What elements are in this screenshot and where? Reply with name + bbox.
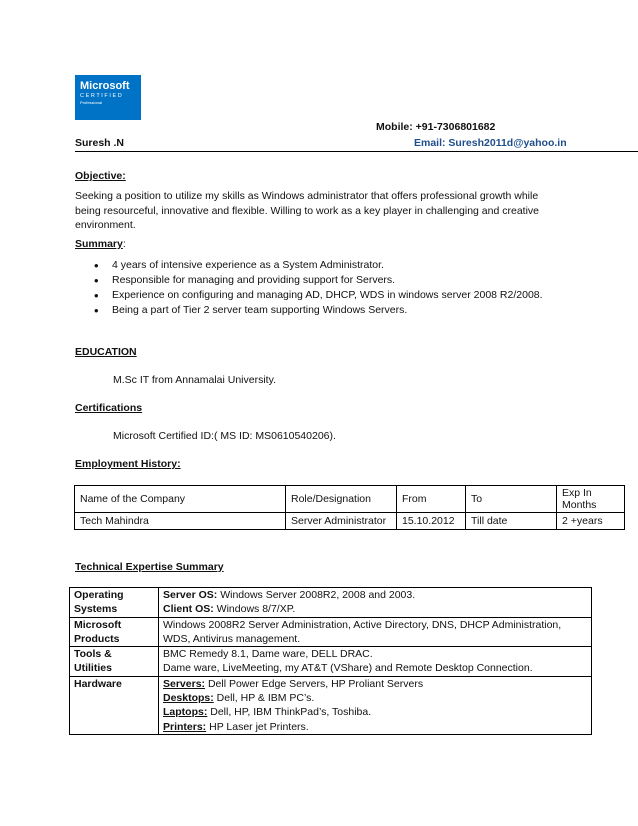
mobile-number: Mobile: +91-7306801682 xyxy=(376,121,496,133)
row-label-tools-utilities xyxy=(70,647,159,677)
printers-label: Printers: xyxy=(163,720,207,733)
client-os-value: Windows 8/7/XP. xyxy=(213,603,296,616)
table-cell: Till date xyxy=(466,513,557,530)
table-cell xyxy=(159,676,592,734)
technical-heading: Technical Expertise Summary xyxy=(75,561,224,573)
client-os-label: Client OS: xyxy=(163,603,214,616)
list-item: • Responsible for managing and providing support for Servers. xyxy=(94,273,543,288)
server-os-label: Server OS: xyxy=(163,589,218,601)
logo-line-1: Microsoft xyxy=(80,80,130,92)
cell-line: Windows 2008R2 Server Administration, Active Directory, DNS, DHCP Administration, xyxy=(163,618,562,631)
employment-heading: Employment History: xyxy=(75,458,181,470)
servers-label: Servers: xyxy=(163,677,206,690)
printers-value: HP Laser jet Printers. xyxy=(206,720,309,733)
table-cell xyxy=(159,647,592,677)
label-line: Operating xyxy=(74,589,124,601)
table-row xyxy=(70,676,592,734)
cell-line: BMC Remedy 8.1, Dame ware, DELL DRAC. xyxy=(163,648,373,661)
laptops-value: Dell, HP, IBM ThinkPad’s, Toshiba. xyxy=(207,706,372,719)
email-address: Email: Suresh2011d@yahoo.in xyxy=(414,137,567,149)
row-label-hardware: Hardware xyxy=(70,676,159,734)
list-item: • 4 years of intensive experience as a System Administrator. xyxy=(94,258,543,273)
list-item: • Being a part of Tier 2 server team supporting Windows Servers. xyxy=(94,303,543,318)
table-cell: 2 +years xyxy=(557,513,625,530)
table-cell xyxy=(159,588,592,618)
summary-colon: : xyxy=(122,238,126,250)
objective-heading: Objective: xyxy=(75,170,126,182)
column-header: From xyxy=(397,486,466,513)
microsoft-certified-logo xyxy=(75,75,141,120)
row-label-operating-systems xyxy=(70,588,159,618)
table-cell: 15.10.2012 xyxy=(397,513,466,530)
table-cell: Server Administrator xyxy=(286,513,397,530)
summary-heading xyxy=(75,238,126,250)
column-header: Role/Designation xyxy=(286,486,397,513)
list-item: • Experience on configuring and managing AD, DHCP, WDS in windows server 2008 R2/2008. xyxy=(94,288,543,303)
certifications-heading: Certifications xyxy=(75,402,143,414)
table-header-row xyxy=(75,486,625,513)
summary-list xyxy=(94,258,543,318)
table-row xyxy=(70,617,592,647)
cell-line: Dame ware, LiveMeeting, my AT&T (VShare) and Remote Desktop Connection. xyxy=(163,662,533,675)
logo-line-2: CERTIFIED xyxy=(80,93,124,99)
label-line: Microsoft xyxy=(74,618,122,631)
label-line: Utilities xyxy=(74,662,112,675)
row-label-microsoft-products xyxy=(70,617,159,647)
desktops-label: Desktops: xyxy=(163,692,214,705)
logo-line-3: Professional xyxy=(80,100,103,105)
label-line: Systems xyxy=(74,603,118,616)
column-header: Name of the Company xyxy=(75,486,286,513)
column-header: To xyxy=(466,486,557,513)
server-os-value: Windows Server 2008R2, 2008 and 2003. xyxy=(217,589,416,601)
table-row xyxy=(75,513,625,530)
table-cell xyxy=(159,617,592,647)
laptops-label: Laptops: xyxy=(163,706,208,719)
table-row xyxy=(70,588,592,618)
servers-value: Dell Power Edge Servers, HP Proliant Servers xyxy=(205,677,424,690)
table-cell: Tech Mahindra xyxy=(75,513,286,530)
column-header: Exp In Months xyxy=(557,486,625,513)
education-text: M.Sc IT from Annamalai University. xyxy=(113,374,276,386)
education-heading: EDUCATION xyxy=(75,346,137,358)
candidate-name: Suresh .N xyxy=(75,137,125,149)
header-divider xyxy=(75,151,638,152)
cell-line: WDS, Antivirus management. xyxy=(163,632,301,645)
technical-expertise-table xyxy=(69,587,592,735)
label-line: Tools & xyxy=(74,648,112,661)
objective-text: Seeking a position to utilize my skills as Windows administrator that offers professional growth while being resourceful, innovative and flexible. Willing to work as a key player in challenging and creative environment. xyxy=(75,190,540,231)
employment-table xyxy=(74,485,625,530)
desktops-value: Dell, HP & IBM PC’s. xyxy=(213,692,315,705)
summary-heading-text: Summary xyxy=(75,238,123,250)
label-line: Products xyxy=(74,632,120,645)
table-row xyxy=(70,647,592,677)
certifications-text: Microsoft Certified ID:( MS ID: MS0610540206). xyxy=(113,430,336,442)
